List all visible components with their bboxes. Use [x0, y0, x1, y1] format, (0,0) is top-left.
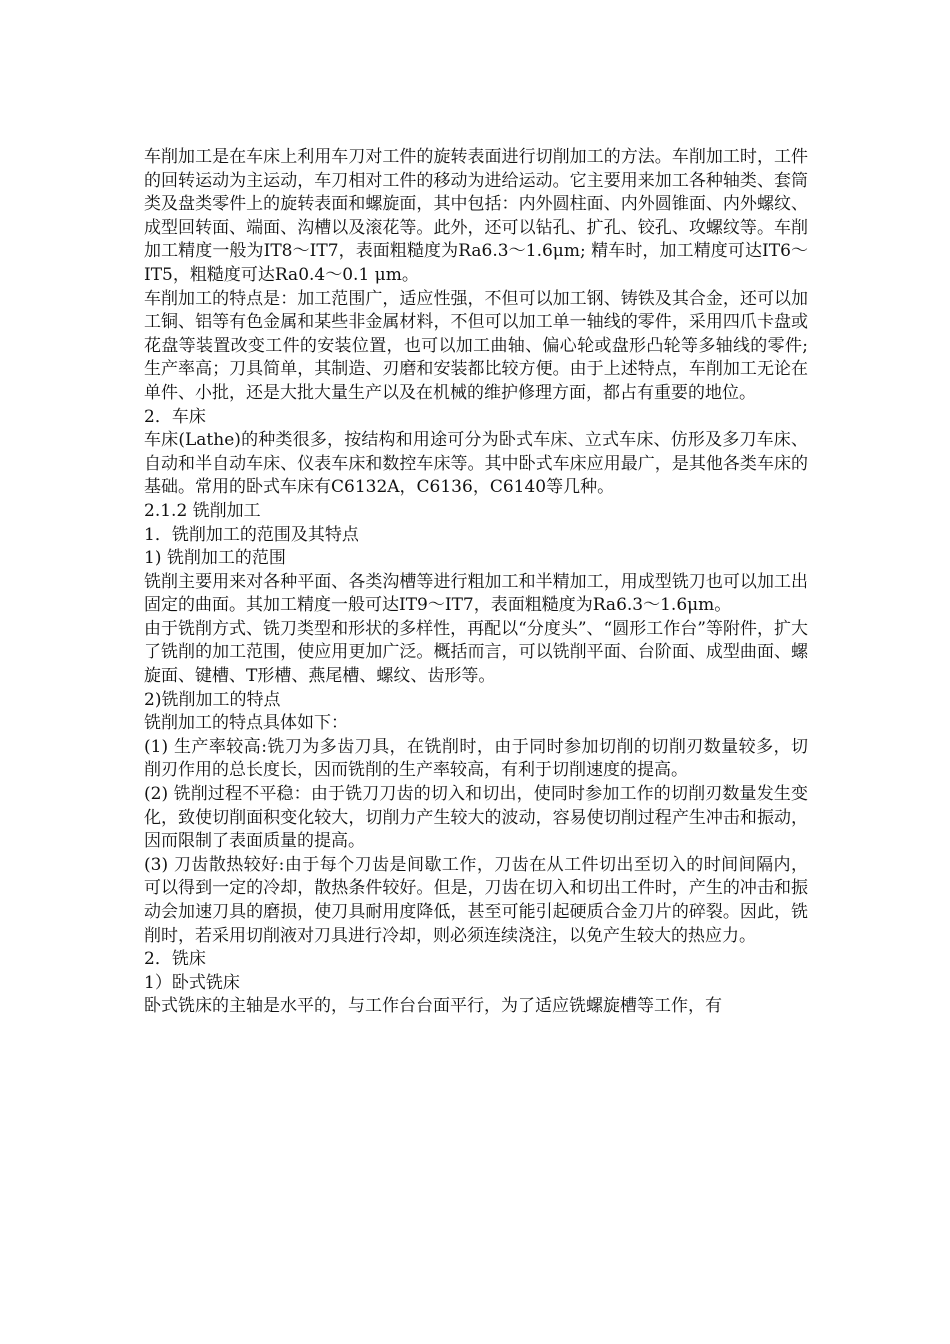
paragraph-milling-scope: 铣削主要用来对各种平面、各类沟槽等进行粗加工和半精加工，用成型铣刀也可以加工出固定的曲面。其加工精度一般可达IT9～IT7，表面粗糙度为Ra6.3～1.6μm。 — [144, 571, 808, 616]
document-body — [144, 146, 808, 1019]
heading-milling-scope-features: 1．铣削加工的范围及其特点 — [144, 524, 359, 545]
heading-lathe: 2．车床 — [144, 406, 206, 427]
paragraph-turning-intro: 车削加工是在车床上利用车刀对工件的旋转表面进行切削加工的方法。车削加工时，工件的回转运动为主运动，车刀相对工件的移动为进给运动。它主要用来加工各种轴类、套筒类及盘类零件上的旋转表面和螺旋面，其中包括：内外圆柱面、内外圆锥面、内外螺纹、成型回转面、端面、沟槽以及滚花等。此外，还可以钻孔、扩孔、铰孔、攻螺纹等。车削加工精度一般为IT8～IT7，表面粗糙度为Ra6.3～1.6μm; 精车时，加工精度可达IT6～IT5，粗糙度可达Ra0.4～0.1 μm。 — [144, 147, 808, 285]
paragraph-milling-features-intro: 铣削加工的特点具体如下： — [144, 713, 348, 734]
paragraph-feature-cooling: (3) 刀齿散热较好:由于每个刀齿是间歇工作，刀齿在从工件切出至切入的时间间隔内，可以得到一定的冷却，散热条件较好。但是，刀齿在切入和切出工件时，产生的冲击和振动会加速刀具的磨损，使刀具耐用度降低，甚至可能引起硬质合金刀片的碎裂。因此，铣削时，若采用切削液对刀具进行冷却，则必须连续浇注，以免产生较大的热应力。 — [144, 854, 808, 946]
paragraph-lathe-types: 车床(Lathe)的种类很多，按结构和用途可分为卧式车床、立式车床、仿形及多刀车床、自动和半自动车床、仪表车床和数控车床等。其中卧式车床应用最广，是其他各类车床的基础。常用的卧式车床有C6132A，C6136，C6140等几种。 — [144, 430, 808, 498]
paragraph-turning-features: 车削加工的特点是：加工范围广，适应性强，不但可以加工钢、铸铁及其合金，还可以加工铜、铝等有色金属和某些非金属材料，不但可以加工单一轴线的零件，采用四爪卡盘或花盘等装置改变工件的安装位置，也可以加工曲轴、偏心轮或盘形凸轮等多轴线的零件; 生产率高；刀具简单，其制造、刃磨和安装都比较方便。由于上述特点，车削加工无论在单件、小批，还是大批大量生产以及在机械的维护修理方面，都占有重要的地位。 — [144, 288, 808, 403]
paragraph-horizontal-mill: 卧式铣床的主轴是水平的，与工作台台面平行，为了适应铣螺旋槽等工作，有 — [144, 996, 722, 1017]
paragraph-feature-unstable: (2) 铣削过程不平稳：由于铣刀刀齿的切入和切出，使同时参加工作的切削刃数量发生变化，致使切削面积变化较大，切削力产生较大的波动，容易使切削过程产生冲击和振动，因而限制了表面质量的提高。 — [144, 784, 808, 852]
heading-horizontal-mill: 1）卧式铣床 — [144, 972, 240, 993]
heading-milling-scope: 1) 铣削加工的范围 — [144, 548, 286, 569]
heading-milling: 2.1.2 铣削加工 — [144, 500, 261, 521]
paragraph-milling-range: 由于铣削方式、铣刀类型和形状的多样性，再配以“分度头”、“圆形工作台”等附件，扩大了铣削的加工范围，使应用更加广泛。概括而言，可以铣削平面、台阶面、成型曲面、螺旋面、键槽、T形槽、燕尾槽、螺纹、齿形等。 — [144, 618, 808, 687]
heading-milling-machine: 2．铣床 — [144, 949, 206, 970]
paragraph-feature-productivity: (1) 生产率较高:铣刀为多齿刀具，在铣削时，由于同时参加切削的切削刃数量较多，切削刃作用的总长度长，因而铣削的生产率较高，有利于切削速度的提高。 — [144, 736, 808, 781]
heading-milling-features: 2)铣削加工的特点 — [144, 689, 281, 710]
